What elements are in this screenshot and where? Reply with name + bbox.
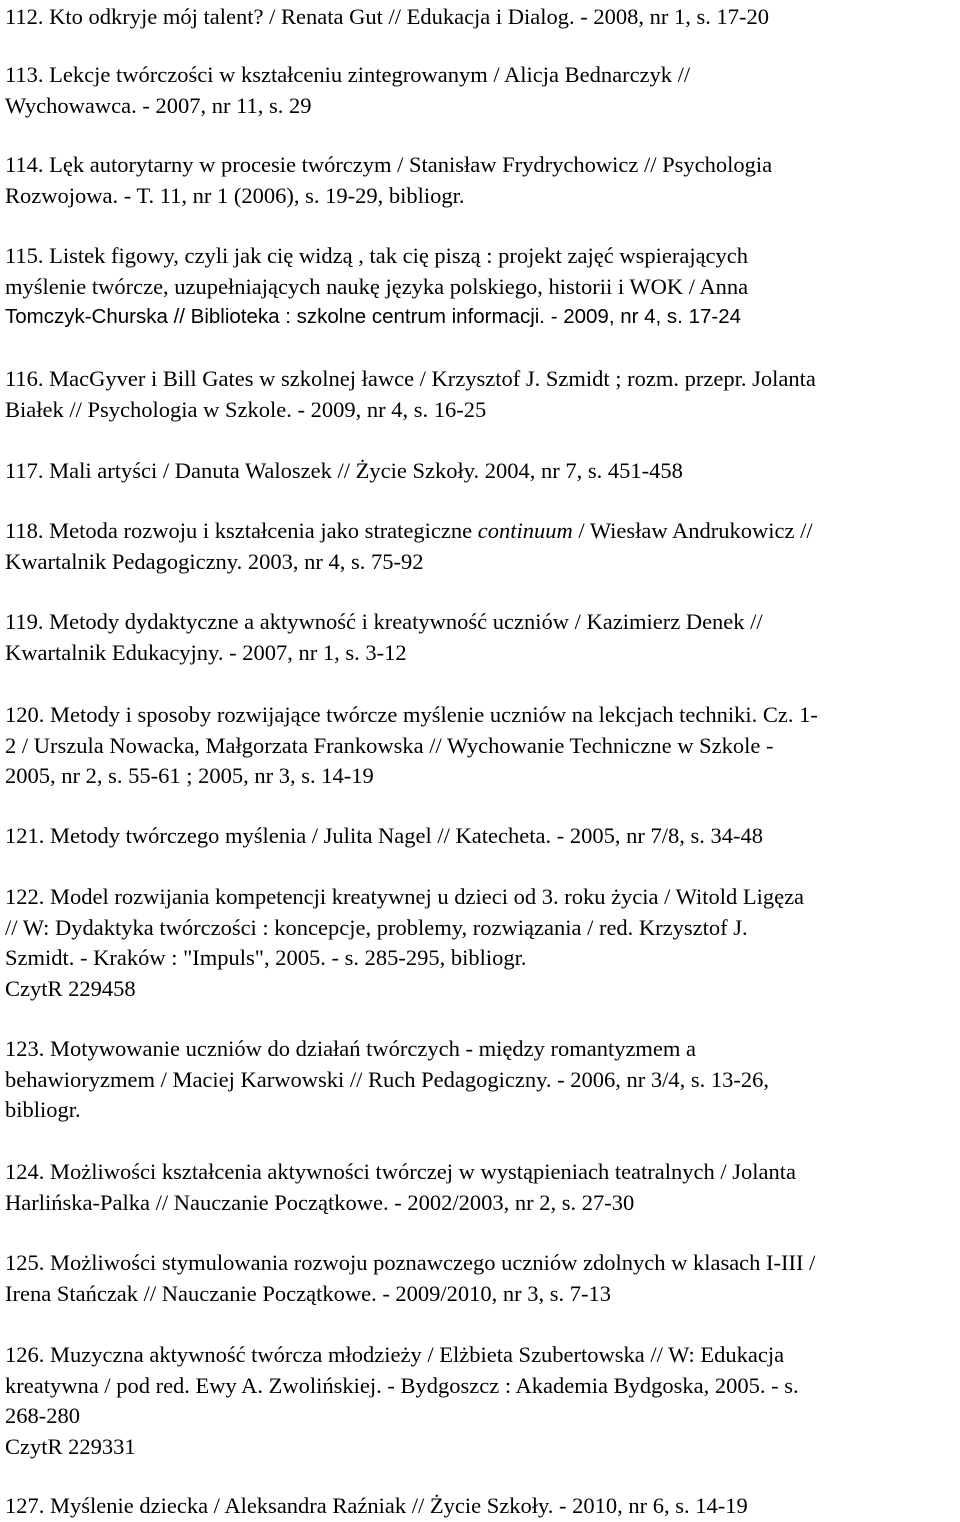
bibliography-entry-123 (5, 1034, 769, 1126)
entry-line: behawioryzmem / Maciej Karwowski // Ruch Pedagogiczny. - 2006, nr 3/4, s. 13-26, (5, 1066, 770, 1092)
entry-line: 114. Lęk autorytarny w procesie twórczym / Stanisław Frydrychowicz // Psychologia (5, 152, 773, 177)
entry-line: CzytR 229331 (5, 1433, 136, 1459)
entry-text: 118. Metoda rozwoju i kształcenia jako strategiczne (5, 518, 478, 543)
entry-line: 123. Motywowanie uczniów do działań twórczych - między romantyzmem a (5, 1036, 697, 1061)
entry-line: Kwartalnik Pedagogiczny. 2003, nr 4, s. 75-92 (5, 548, 424, 574)
entry-line: myślenie twórcze, uzupełniających naukę języka polskiego, historii i WOK / Anna (5, 273, 749, 299)
bibliography-entry-127 (5, 1491, 748, 1522)
bibliography-entry-126 (5, 1340, 799, 1462)
entry-line: 113. Lekcje twórczości w kształceniu zintegrowanym / Alicja Bednarczyk // (5, 62, 691, 87)
bibliography-entry-114 (5, 150, 772, 211)
entry-line: 115. Listek figowy, czyli jak cię widzą , tak cię piszą : projekt zajęć wspierających (5, 243, 749, 268)
entry-line: 116. MacGyver i Bill Gates w szkolnej ławce / Krzysztof J. Szmidt ; rozm. przepr. Jolanta (5, 366, 816, 391)
bibliography-entry-121 (5, 821, 763, 852)
entry-line: CzytR 229458 (5, 975, 136, 1001)
bibliography-entry-124 (5, 1157, 796, 1218)
entry-line: Rozwojowa. - T. 11, nr 1 (2006), s. 19-29, bibliogr. (5, 182, 465, 208)
bibliography-entry-118 (5, 516, 813, 577)
entry-italic-term: continuum (477, 518, 573, 543)
entry-line: 126. Muzyczna aktywność twórcza młodzieży / Elżbieta Szubertowska // W: Edukacja (5, 1342, 785, 1367)
entry-line: 120. Metody i sposoby rozwijające twórcze myślenie uczniów na lekcjach techniki. Cz. 1- (5, 702, 818, 727)
entry-line: Kwartalnik Edukacyjny. - 2007, nr 1, s. 3-12 (5, 639, 407, 665)
entry-line: 119. Metody dydaktyczne a aktywność i kreatywność uczniów / Kazimierz Denek // (5, 609, 763, 634)
bibliography-entry-115 (5, 241, 748, 333)
entry-line: 127. Myślenie dziecka / Aleksandra Raźniak // Życie Szkoły. - 2010, nr 6, s. 14-19 (5, 1493, 748, 1518)
bibliography-entry-125 (5, 1248, 815, 1309)
bibliography-entry-122 (5, 882, 804, 1004)
entry-line: Wychowawca. - 2007, nr 11, s. 29 (5, 92, 312, 118)
entry-line (5, 516, 813, 547)
entry-line: 124. Możliwości kształcenia aktywności twórczej w wystąpieniach teatralnych / Jolanta (5, 1159, 796, 1184)
entry-line: 122. Model rozwijania kompetencji kreatywnej u dzieci od 3. roku życia / Witold Ligęza (5, 884, 805, 909)
bibliography-entry-119 (5, 607, 763, 668)
entry-line: 2005, nr 2, s. 55-61 ; 2005, nr 3, s. 14-19 (5, 763, 374, 788)
entry-line: 268-280 (5, 1403, 80, 1428)
bibliography-entry-116 (5, 364, 816, 425)
entry-line: Szmidt. - Kraków : "Impuls", 2005. - s. 285-295, bibliogr. (5, 945, 527, 970)
bibliography-entry-117 (5, 456, 683, 487)
entry-line: Tomczyk-Churska // Biblioteka : szkolne centrum informacji. - 2009, nr 4, s. 17-24 (5, 305, 742, 328)
entry-line: 2 / Urszula Nowacka, Małgorzata Frankowska // Wychowanie Techniczne w Szkole - (5, 732, 774, 758)
entry-line: 117. Mali artyści / Danuta Waloszek // Życie Szkoły. 2004, nr 7, s. 451-458 (5, 458, 683, 483)
entry-line: Harlińska-Palka // Nauczanie Początkowe. - 2002/2003, nr 2, s. 27-30 (5, 1189, 635, 1215)
entry-text: / Wiesław Andrukowicz // (572, 518, 813, 543)
entry-line: kreatywna / pod red. Ewy A. Zwolińskiej. - Bydgoszcz : Akademia Bydgoska, 2005. - s. (5, 1372, 799, 1398)
entry-line: bibliogr. (5, 1097, 81, 1122)
bibliography-entry-112 (5, 2, 769, 33)
entry-line: Irena Stańczak // Nauczanie Początkowe. - 2009/2010, nr 3, s. 7-13 (5, 1280, 612, 1306)
bibliography-entry-120 (5, 700, 818, 792)
entry-line: Białek // Psychologia w Szkole. - 2009, nr 4, s. 16-25 (5, 396, 487, 422)
entry-line: 121. Metody twórczego myślenia / Julita Nagel // Katecheta. - 2005, nr 7/8, s. 34-48 (5, 823, 763, 848)
entry-line: 125. Możliwości stymulowania rozwoju poznawczego uczniów zdolnych w klasach I-III / (5, 1250, 816, 1275)
entry-line: // W: Dydaktyka twórczości : koncepcje, problemy, rozwiązania / red. Krzysztof J. (5, 914, 748, 940)
entry-line: 112. Kto odkryje mój talent? / Renata Gut // Edukacja i Dialog. - 2008, nr 1, s. 17-20 (5, 4, 770, 29)
bibliography-entry-113 (5, 60, 690, 121)
